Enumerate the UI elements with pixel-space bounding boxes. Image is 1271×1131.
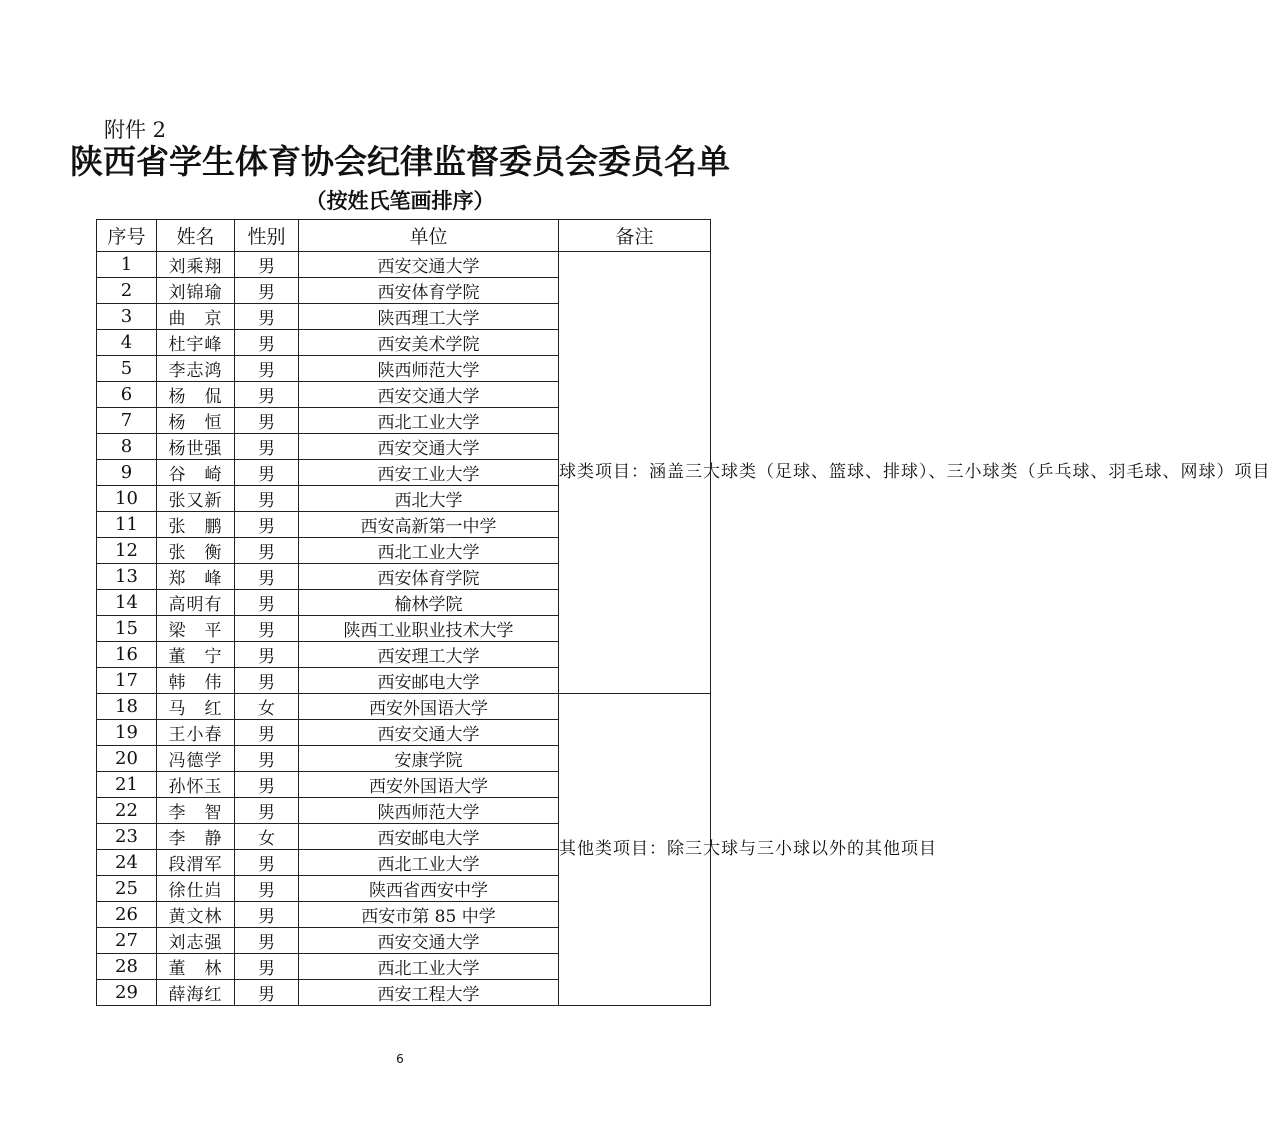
cell-gender: 男 (235, 460, 299, 486)
column-header-gender: 性别 (235, 220, 299, 252)
cell-number: 23 (97, 824, 157, 850)
cell-name: 冯德学 (157, 746, 235, 772)
cell-gender: 女 (235, 694, 299, 720)
cell-number: 25 (97, 876, 157, 902)
cell-unit: 西安市第 85 中学 (299, 902, 559, 928)
cell-gender: 男 (235, 304, 299, 330)
cell-name: 梁 平 (157, 616, 235, 642)
cell-number: 15 (97, 616, 157, 642)
table-body (97, 252, 1271, 1006)
cell-name: 张 衡 (157, 538, 235, 564)
cell-name: 曲 京 (157, 304, 235, 330)
cell-name: 杨 恒 (157, 408, 235, 434)
cell-name: 段渭军 (157, 850, 235, 876)
cell-name: 刘志强 (157, 928, 235, 954)
cell-gender: 男 (235, 538, 299, 564)
cell-number: 5 (97, 356, 157, 382)
cell-remarks: 其他类项目：除三大球与三小球以外的其他项目 (559, 694, 711, 1006)
cell-name: 马 红 (157, 694, 235, 720)
cell-number: 28 (97, 954, 157, 980)
cell-name: 郑 峰 (157, 564, 235, 590)
column-header-unit: 单位 (299, 220, 559, 252)
cell-remarks: 球类项目：涵盖三大球类（足球、篮球、排球）、三小球类（乒乓球、羽毛球、网球）项目 (559, 252, 711, 694)
cell-name: 李 智 (157, 798, 235, 824)
cell-name: 张 鹏 (157, 512, 235, 538)
cell-unit: 陕西师范大学 (299, 798, 559, 824)
cell-gender: 男 (235, 330, 299, 356)
cell-gender: 男 (235, 590, 299, 616)
cell-unit: 陕西理工大学 (299, 304, 559, 330)
cell-unit: 西北工业大学 (299, 850, 559, 876)
cell-number: 2 (97, 278, 157, 304)
cell-name: 薛海红 (157, 980, 235, 1006)
cell-name: 孙怀玉 (157, 772, 235, 798)
cell-gender: 男 (235, 486, 299, 512)
cell-unit: 西安工业大学 (299, 460, 559, 486)
member-table (96, 219, 1271, 1006)
cell-gender: 男 (235, 642, 299, 668)
cell-number: 21 (97, 772, 157, 798)
cell-gender: 男 (235, 902, 299, 928)
cell-gender: 男 (235, 564, 299, 590)
cell-name: 杨世强 (157, 434, 235, 460)
cell-unit: 西安邮电大学 (299, 668, 559, 694)
cell-unit: 西安交通大学 (299, 720, 559, 746)
cell-unit: 陕西省西安中学 (299, 876, 559, 902)
cell-unit: 安康学院 (299, 746, 559, 772)
cell-unit: 西安高新第一中学 (299, 512, 559, 538)
cell-unit: 西安交通大学 (299, 382, 559, 408)
cell-unit: 西安理工大学 (299, 642, 559, 668)
cell-unit: 西安外国语大学 (299, 772, 559, 798)
cell-name: 徐仕岿 (157, 876, 235, 902)
cell-number: 1 (97, 252, 157, 278)
cell-number: 22 (97, 798, 157, 824)
cell-name: 高明有 (157, 590, 235, 616)
cell-unit: 西安体育学院 (299, 564, 559, 590)
cell-unit: 西安工程大学 (299, 980, 559, 1006)
cell-name: 杜宇峰 (157, 330, 235, 356)
cell-number: 4 (97, 330, 157, 356)
cell-unit: 西安外国语大学 (299, 694, 559, 720)
cell-unit: 榆林学院 (299, 590, 559, 616)
cell-number: 24 (97, 850, 157, 876)
cell-unit: 西安体育学院 (299, 278, 559, 304)
cell-number: 8 (97, 434, 157, 460)
column-header-name: 姓名 (157, 220, 235, 252)
cell-number: 20 (97, 746, 157, 772)
cell-gender: 男 (235, 512, 299, 538)
cell-gender: 男 (235, 746, 299, 772)
cell-gender: 男 (235, 720, 299, 746)
cell-name: 刘锦瑜 (157, 278, 235, 304)
cell-name: 刘乘翔 (157, 252, 235, 278)
table-row (97, 694, 711, 720)
cell-number: 10 (97, 486, 157, 512)
cell-name: 董 宁 (157, 642, 235, 668)
cell-unit: 西安邮电大学 (299, 824, 559, 850)
cell-number: 18 (97, 694, 157, 720)
cell-number: 26 (97, 902, 157, 928)
cell-unit: 西北大学 (299, 486, 559, 512)
cell-gender: 男 (235, 772, 299, 798)
cell-gender: 男 (235, 616, 299, 642)
cell-name: 黄文林 (157, 902, 235, 928)
cell-gender: 女 (235, 824, 299, 850)
cell-gender: 男 (235, 798, 299, 824)
cell-number: 27 (97, 928, 157, 954)
cell-gender: 男 (235, 928, 299, 954)
cell-unit: 陕西师范大学 (299, 356, 559, 382)
page-number: 6 (396, 1052, 404, 1066)
cell-name: 韩 伟 (157, 668, 235, 694)
cell-number: 17 (97, 668, 157, 694)
cell-name: 杨 侃 (157, 382, 235, 408)
cell-unit: 陕西工业职业技术大学 (299, 616, 559, 642)
cell-gender: 男 (235, 668, 299, 694)
cell-number: 12 (97, 538, 157, 564)
cell-unit: 西安交通大学 (299, 434, 559, 460)
cell-name: 谷 崎 (157, 460, 235, 486)
cell-number: 29 (97, 980, 157, 1006)
cell-name: 王小春 (157, 720, 235, 746)
column-header-number: 序号 (97, 220, 157, 252)
cell-unit: 西北工业大学 (299, 538, 559, 564)
cell-number: 3 (97, 304, 157, 330)
cell-gender: 男 (235, 980, 299, 1006)
cell-number: 14 (97, 590, 157, 616)
attachment-label: 附件 2 (104, 118, 167, 142)
cell-gender: 男 (235, 876, 299, 902)
document-subtitle: （按姓氏笔画排序） (305, 189, 495, 213)
column-header-remarks: 备注 (559, 220, 711, 252)
cell-number: 9 (97, 460, 157, 486)
cell-unit: 西安交通大学 (299, 252, 559, 278)
cell-number: 11 (97, 512, 157, 538)
table-header-row (97, 220, 711, 252)
cell-name: 李 静 (157, 824, 235, 850)
cell-gender: 男 (235, 278, 299, 304)
cell-number: 13 (97, 564, 157, 590)
cell-number: 16 (97, 642, 157, 668)
cell-unit: 西安交通大学 (299, 928, 559, 954)
cell-gender: 男 (235, 850, 299, 876)
cell-number: 6 (97, 382, 157, 408)
cell-gender: 男 (235, 408, 299, 434)
cell-name: 李志鸿 (157, 356, 235, 382)
cell-gender: 男 (235, 434, 299, 460)
cell-name: 张又新 (157, 486, 235, 512)
cell-unit: 西安美术学院 (299, 330, 559, 356)
cell-number: 19 (97, 720, 157, 746)
cell-gender: 男 (235, 954, 299, 980)
cell-gender: 男 (235, 356, 299, 382)
cell-unit: 西北工业大学 (299, 954, 559, 980)
table-row (97, 252, 711, 278)
cell-gender: 男 (235, 382, 299, 408)
document-title: 陕西省学生体育协会纪律监督委员会委员名单 (70, 142, 730, 181)
cell-unit: 西北工业大学 (299, 408, 559, 434)
cell-gender: 男 (235, 252, 299, 278)
cell-name: 董 林 (157, 954, 235, 980)
cell-number: 7 (97, 408, 157, 434)
